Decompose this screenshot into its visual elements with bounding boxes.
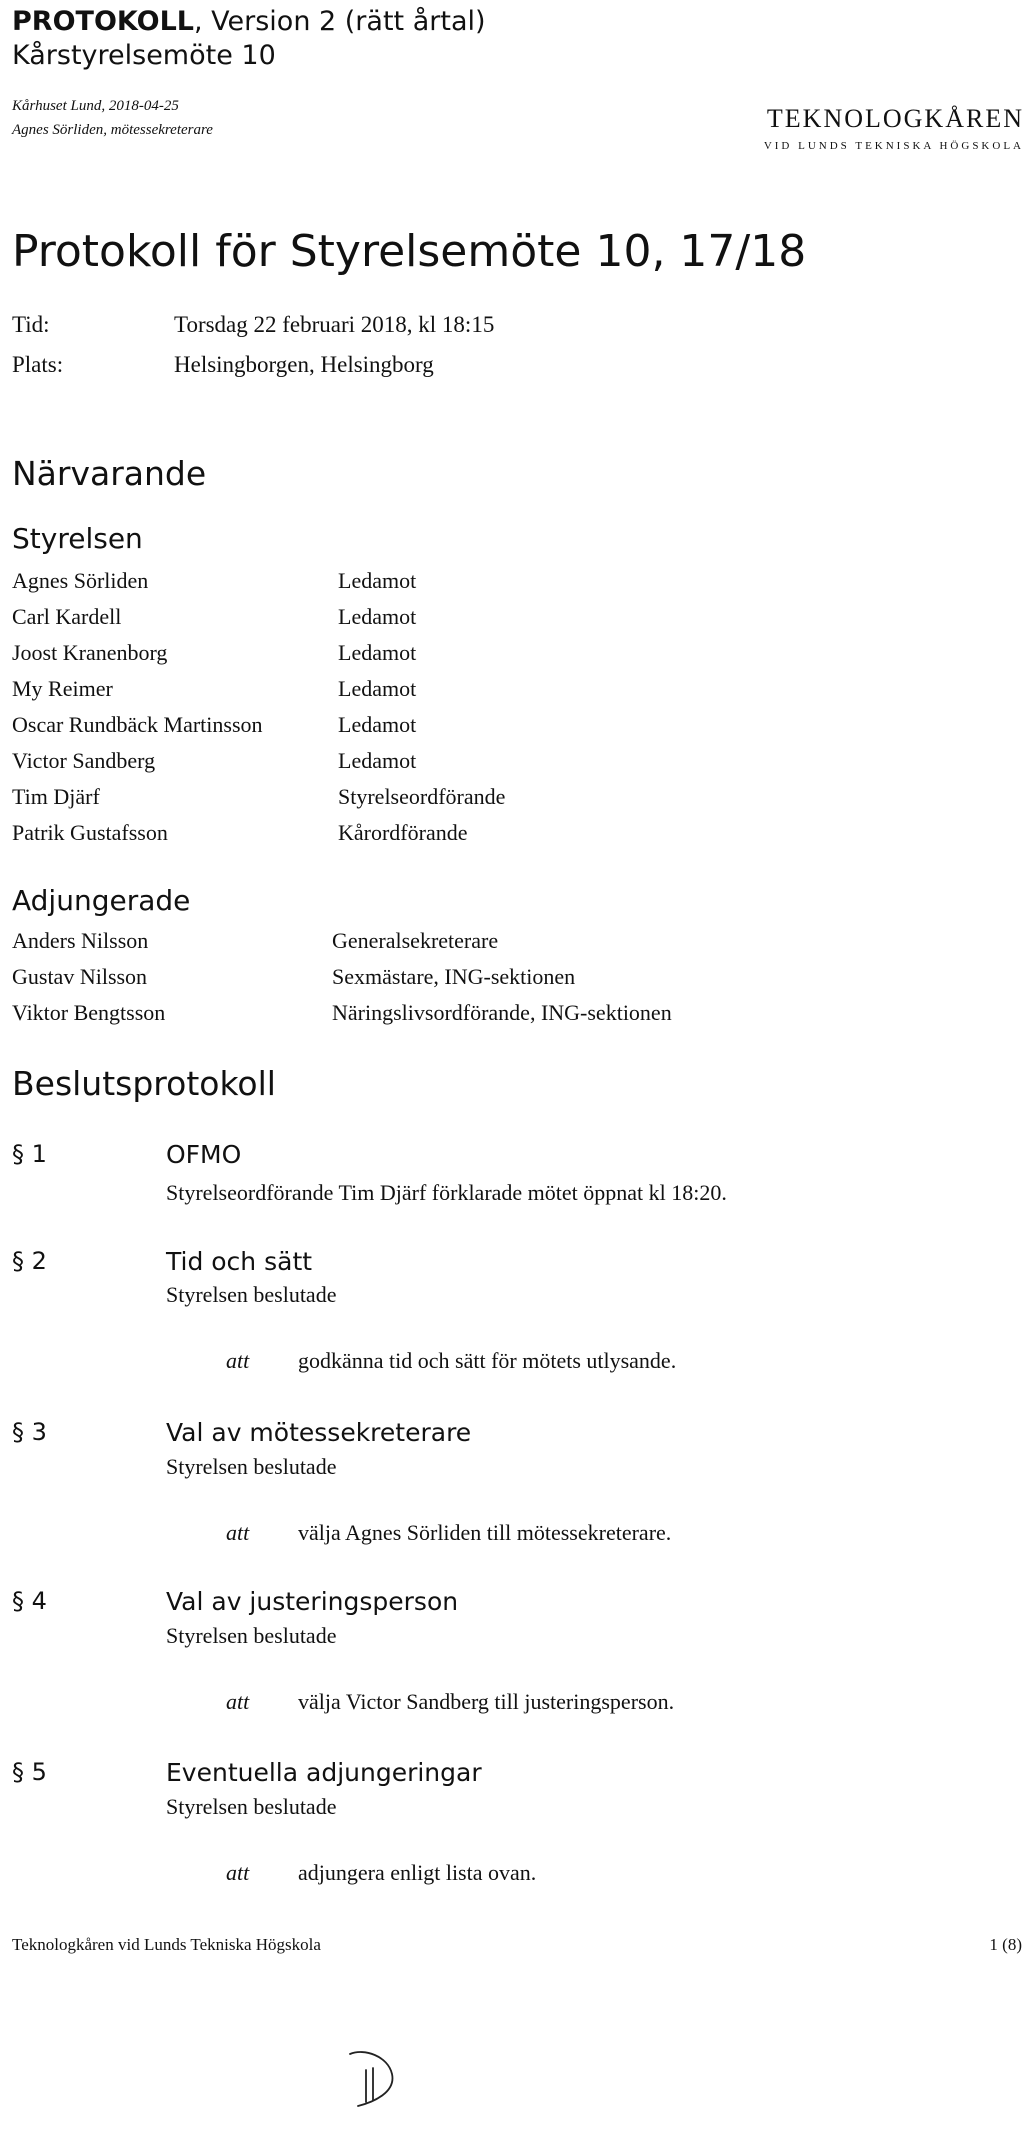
decision-text: adjungera enligt lista ovan.	[298, 1860, 537, 1885]
member-name: Carl Kardell	[12, 604, 122, 629]
organization-logo-text: TEKNOLOGKÅREN	[766, 104, 1024, 133]
member-role: Styrelseordförande	[338, 784, 506, 809]
adjunct-name: Viktor Bengtsson	[12, 1000, 166, 1025]
att-keyword: att	[226, 1860, 250, 1885]
board-heading: Styrelsen	[12, 522, 143, 555]
paragraph-text: Styrelsen beslutade	[166, 1794, 337, 1819]
adjunct-heading: Adjungerade	[12, 884, 191, 917]
decision-text: välja Agnes Sörliden till mötessekreterare.	[298, 1520, 672, 1545]
member-role: Kårordförande	[338, 820, 468, 845]
member-role: Ledamot	[338, 604, 417, 629]
footer-organization: Teknologkåren vid Lunds Tekniska Högskola	[12, 1935, 321, 1954]
paragraph-title: Eventuella adjungeringar	[166, 1758, 482, 1787]
member-role: Ledamot	[338, 676, 417, 701]
time-label: Tid:	[12, 312, 50, 337]
adjunct-role: Sexmästare, ING-sektionen	[332, 964, 576, 989]
adjunct-name: Gustav Nilsson	[12, 964, 148, 989]
member-role: Ledamot	[338, 748, 417, 773]
organization-logo-subtext: VID LUNDS TEKNISKA HÖGSKOLA	[763, 140, 1024, 152]
member-name: Tim Djärf	[12, 784, 100, 809]
att-keyword: att	[226, 1689, 250, 1714]
member-name: My Reimer	[12, 676, 113, 701]
paragraph-title: OFMO	[166, 1140, 242, 1169]
header-title-version: , Version 2 (rätt årtal)	[193, 6, 486, 37]
time-value: Torsdag 22 februari 2018, kl 18:15	[174, 312, 495, 337]
paragraph-number: § 4	[12, 1587, 47, 1615]
document-header-title	[12, 6, 486, 37]
member-name: Oscar Rundbäck Martinsson	[12, 712, 263, 737]
paragraph-text: Styrelseordförande Tim Djärf förklarade mötet öppnat kl 18:20.	[166, 1180, 727, 1205]
paragraph-title: Val av mötessekreterare	[166, 1418, 472, 1447]
header-secretary: Agnes Sörliden, mötessekreterare	[12, 122, 213, 138]
member-name: Victor Sandberg	[12, 748, 156, 773]
paragraph-text: Styrelsen beslutade	[166, 1282, 337, 1307]
paragraph-title: Tid och sätt	[166, 1247, 313, 1276]
page-number: 1 (8)	[989, 1935, 1022, 1954]
decisions-heading: Beslutsprotokoll	[12, 1064, 276, 1103]
page-title: Protokoll för Styrelsemöte 10, 17/18	[12, 226, 807, 277]
member-role: Ledamot	[338, 640, 417, 665]
header-place-date: Kårhuset Lund, 2018-04-25	[12, 98, 179, 114]
att-keyword: att	[226, 1348, 250, 1373]
attendance-heading: Närvarande	[12, 454, 207, 493]
paragraph-text: Styrelsen beslutade	[166, 1454, 337, 1479]
handwritten-initials-icon	[344, 2040, 404, 2110]
adjunct-name: Anders Nilsson	[12, 928, 149, 953]
member-name: Agnes Sörliden	[12, 568, 149, 593]
att-keyword: att	[226, 1520, 250, 1545]
paragraph-text: Styrelsen beslutade	[166, 1623, 337, 1648]
header-title-bold: PROTOKOLL	[12, 6, 194, 37]
place-label: Plats:	[12, 352, 64, 377]
place-value: Helsingborgen, Helsingborg	[174, 352, 434, 377]
adjunct-role: Näringslivsordförande, ING-sektionen	[332, 1000, 672, 1025]
document-header-subtitle: Kårstyrelsemöte 10	[12, 40, 276, 71]
member-role: Ledamot	[338, 568, 417, 593]
paragraph-title: Val av justeringsperson	[166, 1587, 459, 1616]
paragraph-number: § 5	[12, 1758, 47, 1786]
paragraph-number: § 2	[12, 1247, 47, 1275]
member-role: Ledamot	[338, 712, 417, 737]
adjunct-role: Generalsekreterare	[332, 928, 499, 953]
decision-text: godkänna tid och sätt för mötets utlysande.	[298, 1348, 677, 1373]
paragraph-number: § 1	[12, 1140, 47, 1168]
decision-text: välja Victor Sandberg till justeringsperson.	[298, 1689, 675, 1714]
member-name: Patrik Gustafsson	[12, 820, 168, 845]
member-name: Joost Kranenborg	[12, 640, 168, 665]
paragraph-number: § 3	[12, 1418, 47, 1446]
